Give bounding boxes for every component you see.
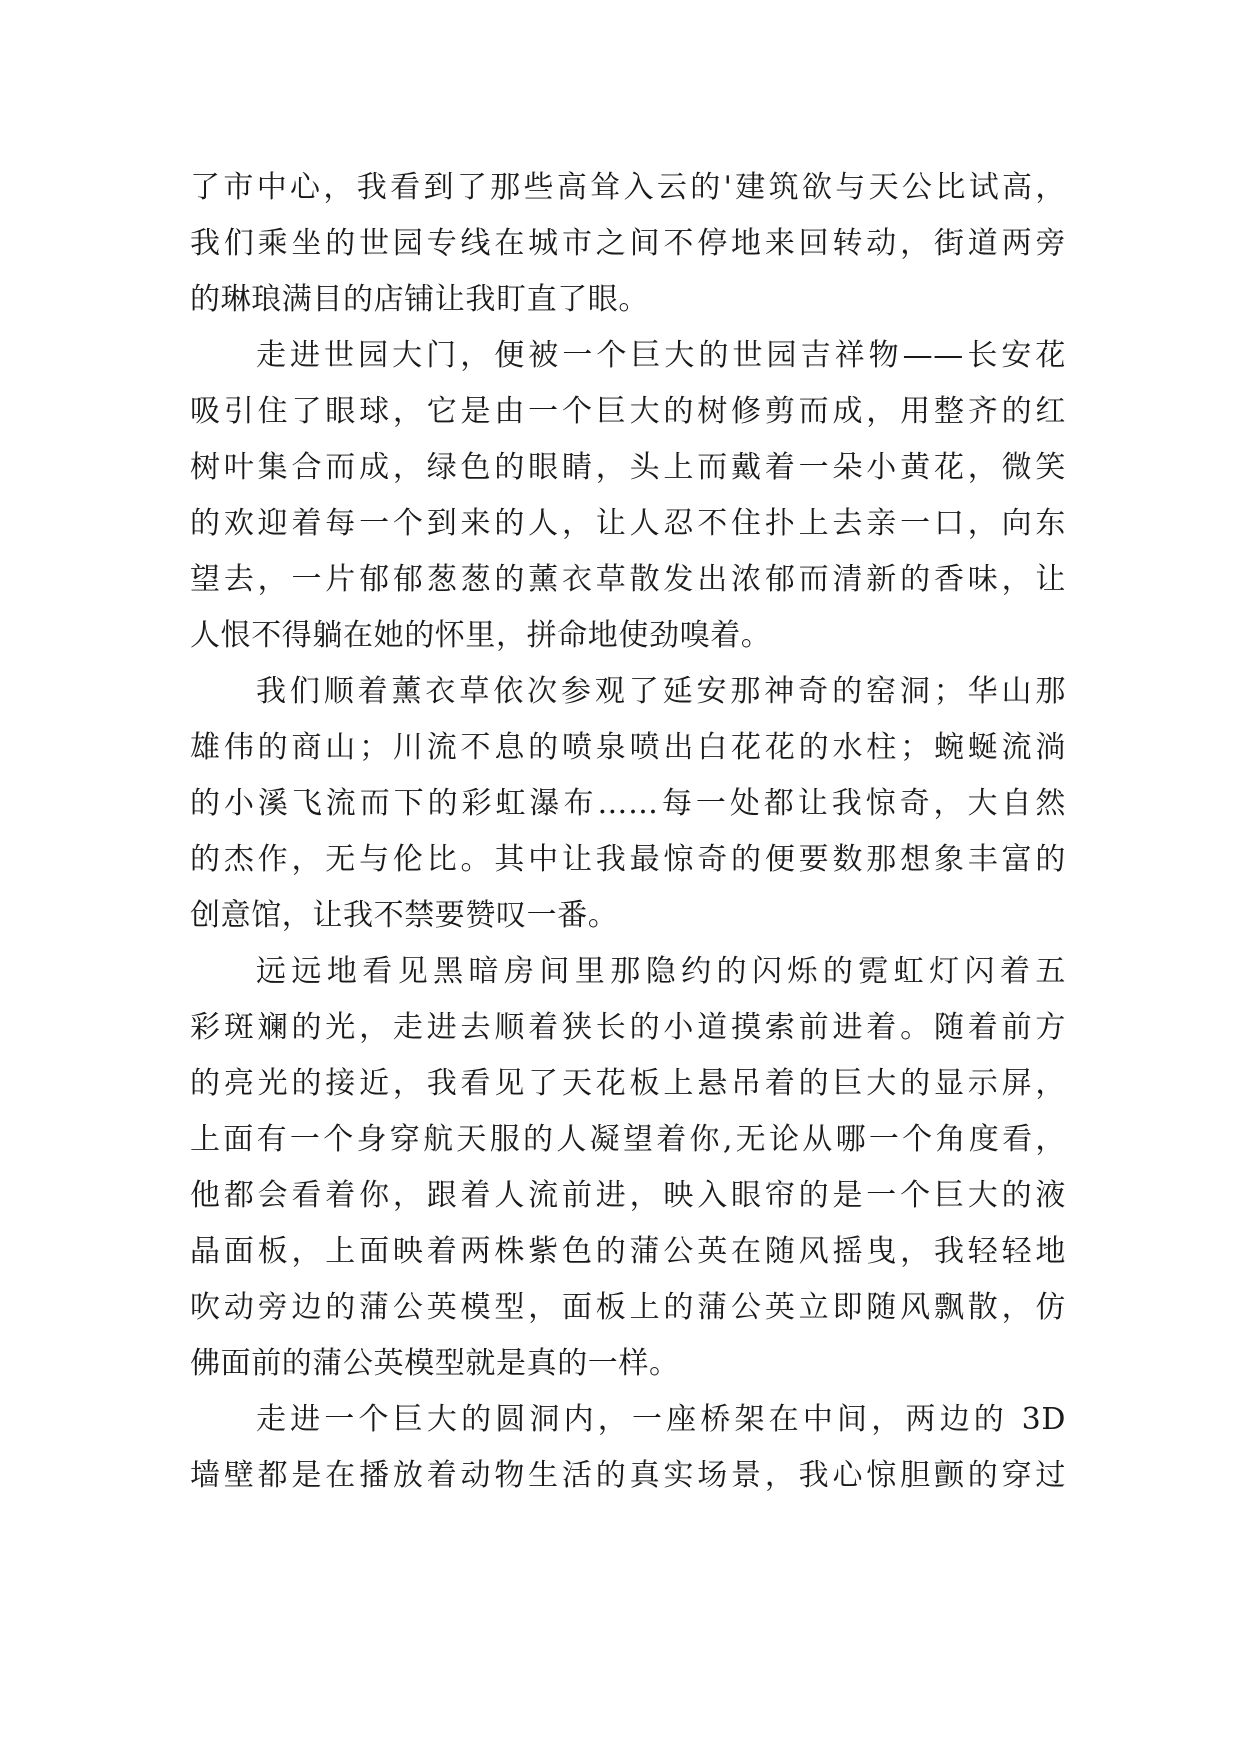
body-text — [190, 160, 1066, 1504]
text-line: 我们乘坐的世园专线在城市之间不停地来回转动，街道两旁 — [190, 226, 1066, 261]
text-line: 人恨不得躺在她的怀里，拼命地使劲嗅着。 — [190, 618, 772, 653]
text-line: 上面有一个身穿航天服的人凝望着你,无论从哪一个角度看， — [190, 1122, 1066, 1157]
text-line: 树叶集合而成，绿色的眼睛，头上而戴着一朵小黄花，微笑 — [190, 450, 1066, 485]
text-line: 的杰作，无与伦比。其中让我最惊奇的便要数那想象丰富的 — [190, 842, 1066, 877]
text-line: 了市中心，我看到了那些高耸入云的'建筑欲与天公比试高， — [190, 170, 1066, 205]
text-line: 吸引住了眼球，它是由一个巨大的树修剪而成，用整齐的红 — [190, 394, 1066, 429]
text-line: 佛面前的蒲公英模型就是真的一样。 — [190, 1346, 680, 1381]
text-line: 他都会看着你，跟着人流前进，映入眼帘的是一个巨大的液 — [190, 1178, 1066, 1213]
text-line: 远远地看见黑暗房间里那隐约的闪烁的霓虹灯闪着五 — [256, 954, 1066, 989]
text-line: 走进一个巨大的圆洞内，一座桥架在中间，两边的 3D — [256, 1402, 1066, 1437]
text-line: 我们顺着薰衣草依次参观了延安那神奇的窑洞；华山那 — [256, 674, 1066, 709]
text-line: 彩斑斓的光，走进去顺着狭长的小道摸索前进着。随着前方 — [190, 1010, 1066, 1045]
text-line: 走进世园大门，便被一个巨大的世园吉祥物——长安花 — [256, 338, 1066, 373]
text-line: 望去，一片郁郁葱葱的薰衣草散发出浓郁而清新的香味，让 — [190, 562, 1066, 597]
text-line: 创意馆，让我不禁要赞叹一番。 — [190, 898, 619, 933]
text-line: 墙壁都是在播放着动物生活的真实场景，我心惊胆颤的穿过 — [190, 1458, 1066, 1493]
text-line: 的小溪飞流而下的彩虹瀑布……每一处都让我惊奇，大自然 — [190, 786, 1066, 821]
text-line: 晶面板，上面映着两株紫色的蒲公英在随风摇曳，我轻轻地 — [190, 1234, 1066, 1269]
text-line: 的欢迎着每一个到来的人，让人忍不住扑上去亲一口，向东 — [190, 506, 1066, 541]
text-line: 吹动旁边的蒲公英模型，面板上的蒲公英立即随风飘散，仿 — [190, 1290, 1066, 1325]
text-line: 的亮光的接近，我看见了天花板上悬吊着的巨大的显示屏， — [190, 1066, 1066, 1101]
text-line: 的琳琅满目的店铺让我盯直了眼。 — [190, 282, 649, 317]
text-line: 雄伟的商山；川流不息的喷泉喷出白花花的水柱；蜿蜒流淌 — [190, 730, 1066, 765]
